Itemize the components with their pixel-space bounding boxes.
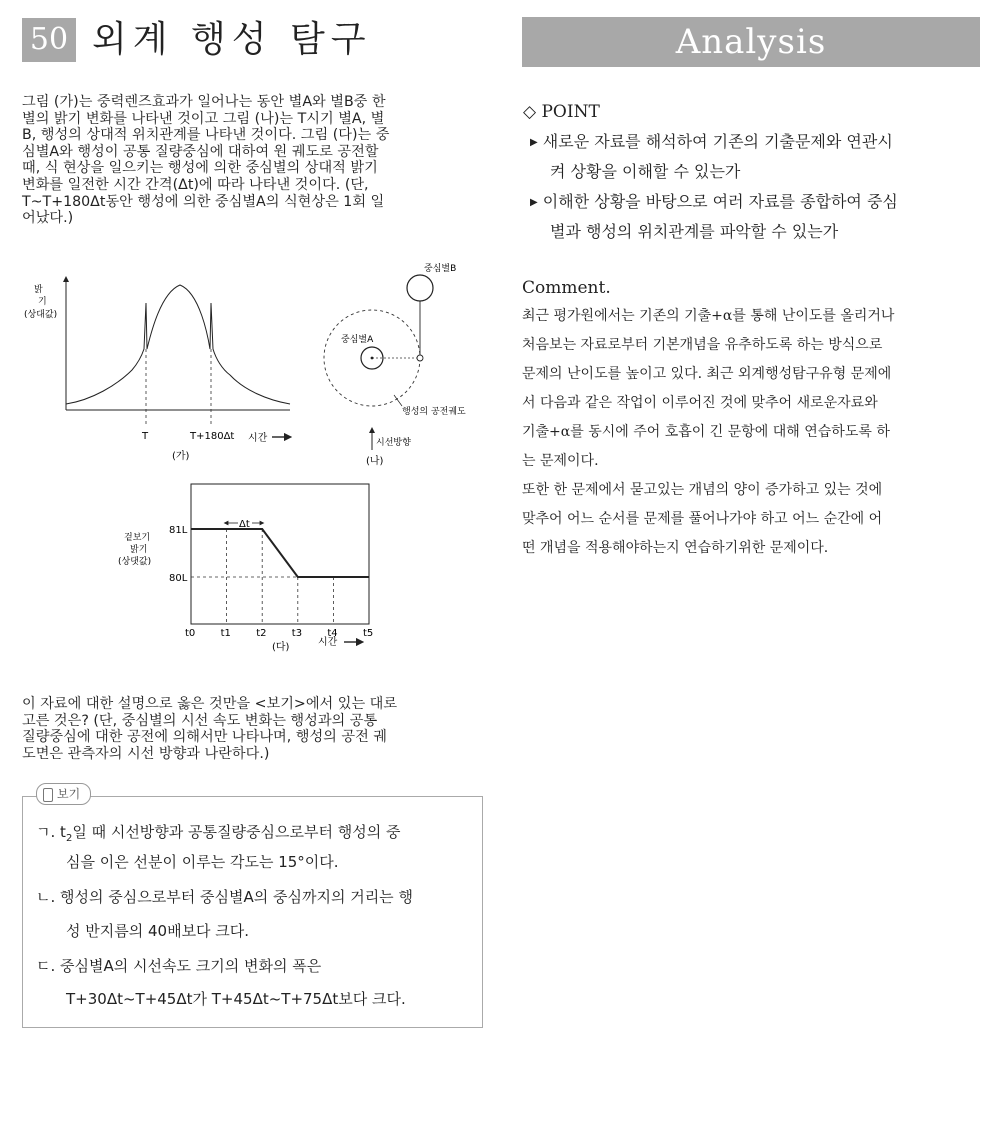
da-ylabel: (상댓값): [118, 557, 152, 567]
comment-line: 기출+α를 동시에 주어 호흡이 긴 문항에 대해 연습하도록 하: [522, 424, 890, 440]
triangle-bullet-icon: ▶: [530, 137, 538, 148]
question-prompt: [22, 696, 478, 762]
bogi-subscript: 2: [65, 833, 73, 844]
da-delta-t: Δt: [239, 519, 250, 530]
bogi-text: 일 때 시선방향과 공통질량중심으로부터 행성의 중: [72, 823, 401, 841]
da-tick-label: t0: [185, 628, 196, 639]
da-level-low: 80L: [169, 573, 188, 584]
problem-title: 외계 행성 탐구: [92, 19, 372, 60]
point-item-1-cont: 켜 상황을 이해할 수 있는가: [550, 162, 741, 181]
na-sight-label: 시선방향: [376, 438, 411, 448]
ga-caption: (가): [172, 451, 190, 462]
da-caption: (다): [272, 642, 290, 653]
bogi-text: 행성의 중심으로부터 중심별A의 중심까지의 거리는 행: [60, 888, 413, 906]
problem-number: 50: [22, 18, 76, 62]
ga-tick-t: T: [142, 431, 149, 442]
intro-line: B, 행성의 상대적 위치관계를 나타낸 것이다. 그림 (다)는 중: [22, 127, 390, 144]
bogi-marker: ㄴ.: [36, 888, 56, 906]
ga-light-curve: [66, 285, 290, 404]
intro-line: 심별A와 행성이 공통 질량중심에 대하여 원 궤도로 공전할: [22, 143, 379, 160]
prompt-line: 이 자료에 대한 설명으로 옳은 것만을 <보기>에서 있는 대로: [22, 696, 398, 712]
bogi-tag-label: 보기: [57, 787, 81, 801]
bogi-marker: ㄱ.: [36, 823, 56, 841]
comment-line: 처음보는 자료로부터 기본개념을 유추하도록 하는 방식으로: [522, 337, 883, 353]
comment-line: 서 다음과 같은 작업이 이루어진 것에 맞추어 새로운자료와: [522, 395, 878, 411]
comment-line: 문제의 난이도를 높이고 있다. 최근 외계행성탐구유형 문제에: [522, 366, 892, 382]
bogi-item-2: [36, 887, 413, 907]
da-level-high: 81L: [169, 525, 188, 536]
comment-line: 또한 한 문제에서 묻고있는 개념의 양이 증가하고 있는 것에: [522, 482, 883, 498]
bogi-marker: ㄷ.: [36, 957, 56, 975]
da-tick-label: t4: [327, 628, 338, 639]
na-star-b: [407, 275, 433, 301]
na-center-mass: [371, 357, 374, 360]
da-light-curve: [191, 529, 369, 577]
figure-na: [322, 258, 487, 470]
point-item-2-cont: 별과 행성의 위치관계를 파악할 수 있는가: [550, 222, 839, 241]
ga-ylabel: 밝: [34, 285, 43, 295]
bogi-item-1-cont: 심을 이은 선분이 이루는 각도는 15°이다.: [66, 853, 339, 871]
na-caption: (나): [366, 456, 384, 467]
da-tick-label: t5: [363, 628, 374, 639]
na-planet: [417, 355, 423, 361]
prompt-line: 도면은 관측자의 시선 방향과 나란하다.): [22, 745, 270, 762]
da-tick-labels: [185, 628, 373, 639]
bogi-item-3: [36, 956, 321, 976]
bogi-text: t: [60, 823, 66, 841]
na-star-a-label: 중심별A: [341, 335, 374, 345]
comment-line: 떤 개념을 적용해야하는지 연습하기위한 문제이다.: [522, 540, 829, 556]
triangle-bullet-icon: ▶: [530, 197, 538, 208]
comment-heading: Comment.: [522, 278, 611, 298]
bogi-tag: [36, 783, 91, 805]
ga-time-label: 시간: [248, 433, 268, 444]
na-star-b-label: 중심별B: [424, 264, 457, 274]
point-item-1: [530, 127, 893, 158]
na-orbit-label: 행성의 공전궤도: [402, 407, 466, 417]
intro-line: 때, 식 현상을 일으키는 행성에 의한 중심별의 상대적 밝기: [22, 160, 378, 177]
bogi-item-1: [36, 822, 400, 849]
intro-line: T~T+180Δt동안 행성에 의한 중심별A의 식현상은 1회 일: [22, 193, 385, 210]
da-ylabel: 겉보기: [124, 533, 151, 543]
ga-ylabel: (상대값): [24, 310, 58, 320]
comment-line: 는 문제이다.: [522, 453, 599, 469]
prompt-line: 질량중심에 대한 공전에 의해서만 나타나며, 행성의 공전 궤: [22, 729, 388, 746]
intro-line: 어났다.): [22, 210, 74, 227]
comment-line: 맞추어 어느 순서를 문제를 풀어나가야 하고 어느 순간에 어: [522, 511, 883, 527]
da-ylabel: 밝기: [130, 545, 148, 555]
bogi-text: 중심별A의 시선속도 크기의 변화의 폭은: [60, 957, 322, 975]
da-tick-label: t1: [220, 628, 231, 639]
point-text: 새로운 자료를 해석하여 기존의 기출문제와 연관시: [542, 132, 893, 151]
analysis-title: Analysis: [522, 17, 980, 67]
intro-line: 변화를 일전한 시간 간격(Δt)에 따라 나타낸 것이다. (단,: [22, 176, 369, 193]
da-tick-label: t2: [256, 628, 267, 639]
point-heading: ◇ POINT: [523, 102, 600, 122]
bogi-item-2-cont: 성 반지름의 40배보다 크다.: [66, 922, 250, 940]
intro-line: 그림 (가)는 중력렌즈효과가 일어나는 동안 별A와 별B중 한: [22, 94, 386, 110]
point-item-2: [530, 187, 898, 218]
da-time-label: 시간: [318, 637, 338, 648]
figure-ga: [22, 275, 312, 470]
comment-line: 최근 평가원에서는 기존의 기출+α를 통해 난이도를 올리거나: [522, 308, 895, 324]
point-text: 이해한 상황을 바탕으로 여러 자료를 종합하여 중심: [542, 192, 898, 211]
intro-line: 별의 밝기 변화를 나타낸 것이고 그림 (나)는 T시기 별A, 별: [22, 110, 385, 127]
da-tick-label: t3: [291, 628, 303, 639]
figure-da: [116, 478, 396, 658]
question-intro: [22, 94, 478, 227]
prompt-line: 고른 것은? (단, 중심별의 시선 속도 변화는 행성과의 공통: [22, 712, 378, 729]
bogi-item-3-cont: T+30Δt~T+45Δt가 T+45Δt~T+75Δt보다 크다.: [66, 990, 406, 1008]
ga-ylabel: 기: [38, 297, 47, 307]
ga-tick-t180: T+180Δt: [190, 431, 235, 442]
bogi-tag-icon: [43, 788, 53, 802]
